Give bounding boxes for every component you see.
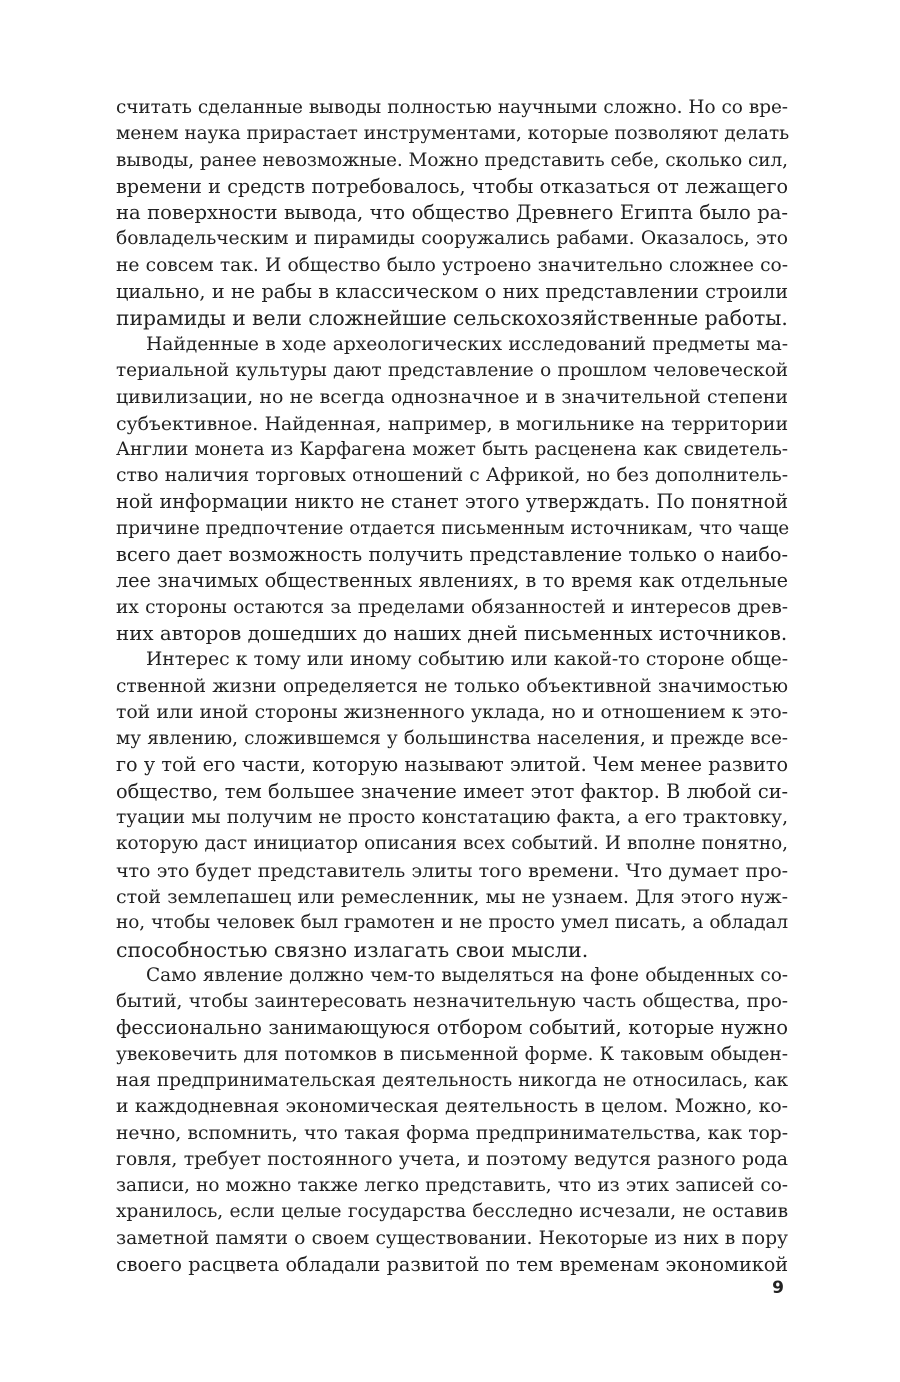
body-text bbox=[116, 95, 788, 1278]
text-line: му явлению, сложившемся у большинства населения, и прежде все- bbox=[116, 728, 788, 750]
text-line: записи, но можно также легко представить, что из этих записей со- bbox=[116, 1175, 788, 1197]
text-line: той или иной стороны жизненного уклада, но и отношением к это- bbox=[116, 701, 788, 723]
text-line: своего расцвета обладали развитой по тем временам экономикой bbox=[116, 1253, 788, 1277]
text-line: фессионально занимающуюся отбором событий, которые нужно bbox=[116, 1016, 788, 1040]
text-line: и каждодневная экономическая деятельность в целом. Можно, ко- bbox=[116, 1096, 788, 1118]
text-line: териальной культуры дают представление о прошлом человеческой bbox=[116, 359, 788, 381]
text-line: стой землепашец или ремесленник, мы не узнаем. Для этого нуж- bbox=[116, 885, 788, 908]
text-line: цивилизации, но не всегда однозначное и в значительной степени bbox=[116, 386, 788, 409]
text-line: ство наличия торговых отношений с Африкой, но без дополнитель- bbox=[116, 465, 788, 487]
paragraph-2 bbox=[116, 332, 788, 648]
text-line: ственной жизни определяется не только объективной значимостью bbox=[116, 675, 788, 697]
text-line: субъективное. Найденная, например, в могильнике на территории bbox=[116, 412, 788, 435]
text-line: го у той его части, которую называют элитой. Чем менее развито bbox=[116, 753, 788, 777]
text-line: Интерес к тому или иному событию или какой-то стороне обще- bbox=[146, 649, 788, 671]
text-line: лее значимых общественных явлениях, в то время как отдельные bbox=[116, 569, 788, 593]
text-line: их стороны остаются за пределами обязанностей и интересов древ- bbox=[116, 596, 788, 618]
text-line: ная предпринимательская деятельность никогда не относилась, как bbox=[116, 1069, 788, 1091]
text-line: Найденные в ходе археологических исследований предметы ма- bbox=[146, 333, 788, 355]
text-line: нечно, вспомнить, что такая форма предпринимательства, как тор- bbox=[116, 1122, 788, 1144]
text-line: не совсем так. И общество было устроено значительно сложнее со- bbox=[116, 254, 788, 276]
text-line: но, чтобы человек был грамотен и не просто умел писать, а обладал bbox=[116, 912, 788, 934]
paragraph-4 bbox=[116, 963, 788, 1279]
text-line: времени и средств потребовалось, чтобы отказаться от лежащего bbox=[116, 174, 788, 198]
text-line: ной информации никто не станет этого утверждать. По понятной bbox=[116, 490, 788, 514]
text-line: Англии монета из Карфагена может быть расценена как свидетель- bbox=[116, 438, 788, 460]
text-line: общество, тем большее значение имеет этот фактор. В любой си- bbox=[116, 779, 788, 803]
text-line: говля, требует постоянного учета, и поэтому ведутся разного рода bbox=[116, 1148, 788, 1170]
paragraph-3 bbox=[116, 647, 788, 963]
text-line: пирамиды и вели сложнейшие сельскохозяйственные работы. bbox=[116, 306, 788, 331]
text-line: бовладельческим и пирамиды сооружались рабами. Оказалось, это bbox=[116, 228, 788, 250]
text-line: считать сделанные выводы полностью научными сложно. Но со вре- bbox=[116, 97, 788, 118]
text-line: что это будет представитель элиты того времени. Что думает про- bbox=[116, 859, 788, 882]
text-line: всего дает возможность получить представление только о наибо- bbox=[116, 543, 788, 567]
text-line: выводы, ранее невозможные. Можно представить себе, сколько сил, bbox=[116, 149, 788, 171]
text-line: способностью связно излагать свои мысли. bbox=[116, 937, 589, 962]
text-line: туации мы получим не просто констатацию факта, а его трактовку, bbox=[116, 807, 788, 829]
text-line: циально, и не рабы в классическом о них представлении строили bbox=[116, 280, 788, 304]
text-line: хранилось, если целые государства бесследно исчезали, не оставив bbox=[116, 1201, 788, 1223]
text-line: менем наука прирастает инструментами, которые позволяют делать bbox=[116, 123, 790, 145]
text-line: них авторов дошедших до наших дней письменных источников. bbox=[116, 621, 788, 645]
text-line: бытий, чтобы заинтересовать незначительную часть общества, про- bbox=[116, 991, 788, 1013]
text-line: которую даст инициатор описания всех событий. И вполне понятно, bbox=[116, 833, 788, 855]
text-line: Само явление должно чем-то выделяться на фоне обыденных со- bbox=[146, 964, 788, 986]
paragraph-1 bbox=[116, 95, 788, 332]
text-line: на поверхности вывода, что общество Древнего Египта было ра- bbox=[116, 201, 788, 225]
page-number: 9 bbox=[772, 1278, 784, 1298]
text-line: увековечить для потомков в письменной форме. К таковым обыден- bbox=[116, 1043, 788, 1065]
text-line: заметной памяти о своем существовании. Некоторые из них в пору bbox=[116, 1227, 788, 1249]
text-line: причине предпочтение отдается письменным источникам, что чаще bbox=[116, 517, 790, 539]
